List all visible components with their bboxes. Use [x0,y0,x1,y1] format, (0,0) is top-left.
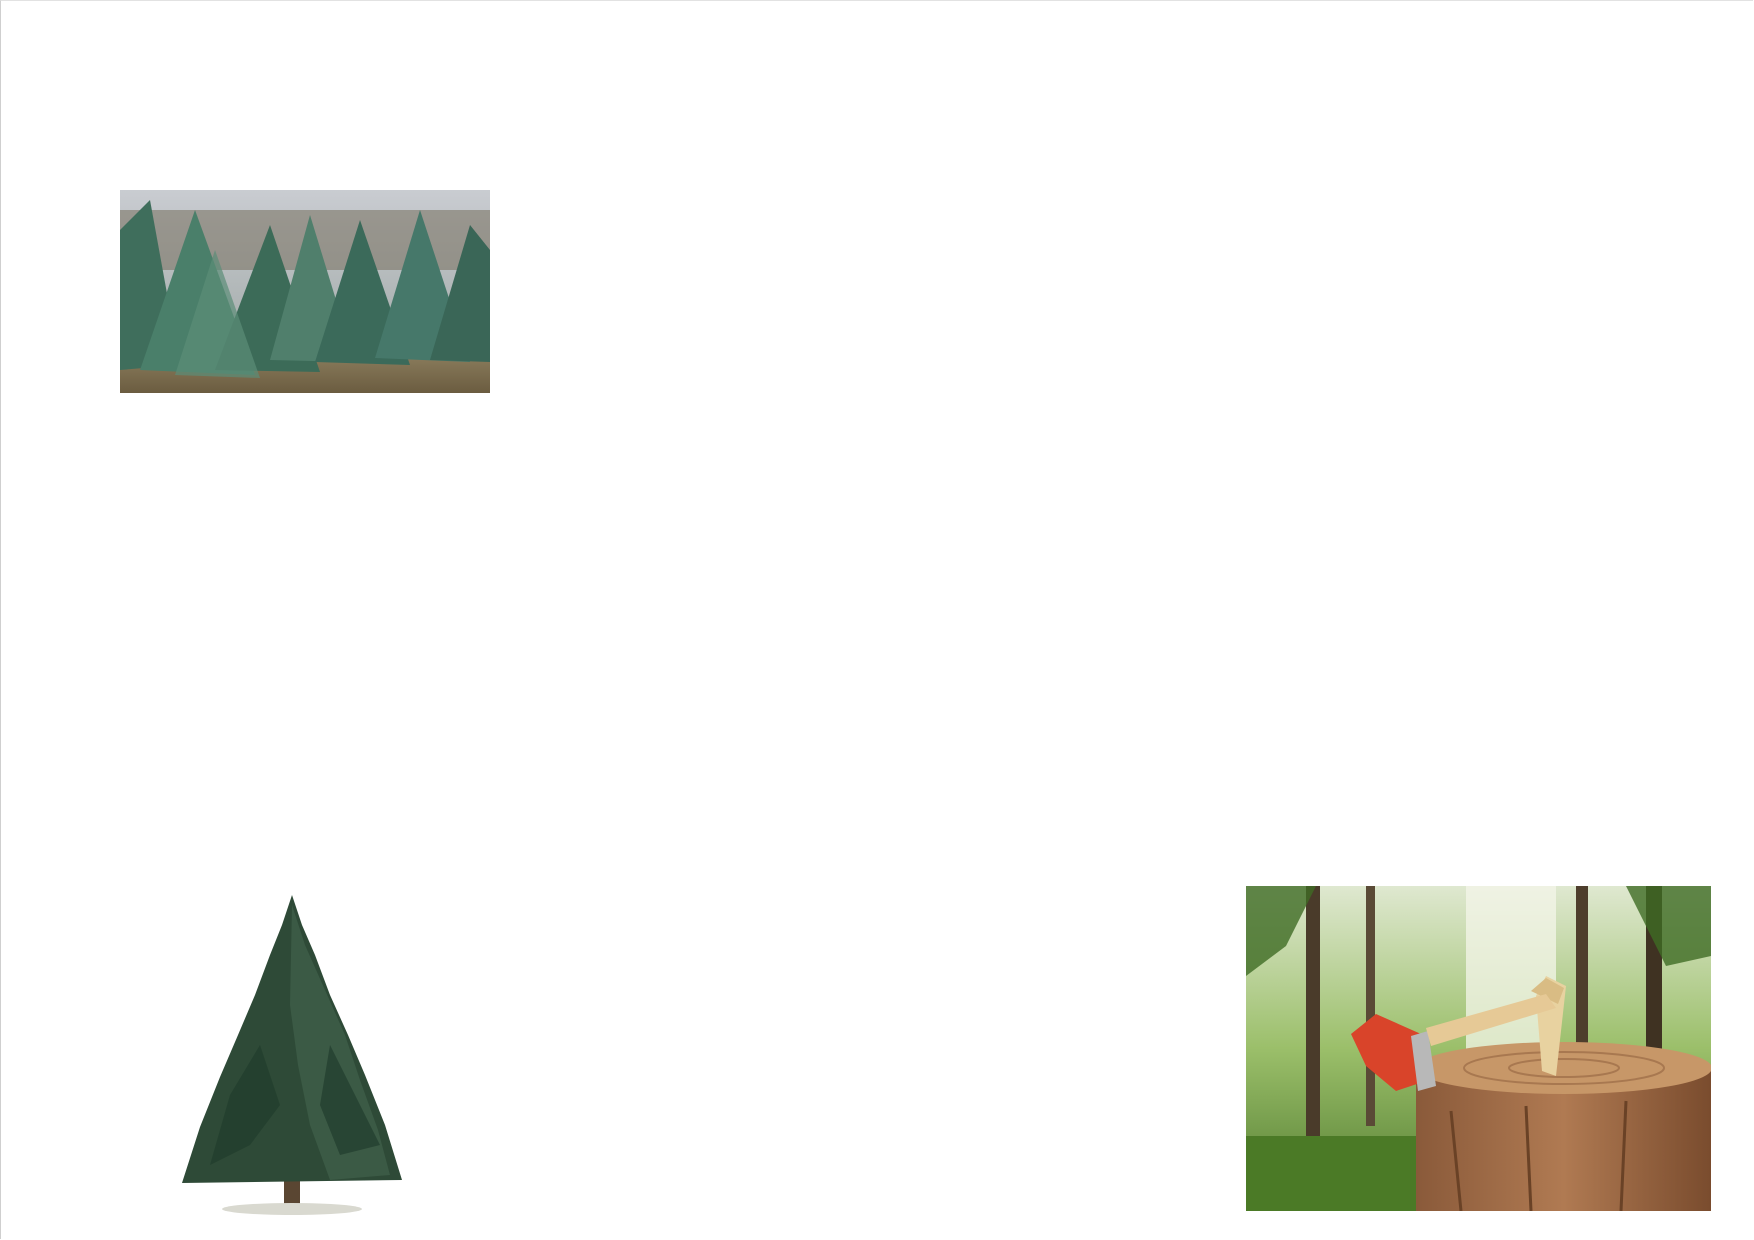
poem-tree-frame [660,496,1100,1206]
top-tree-border [60,74,1690,136]
axe-in-stump-photo [1246,886,1711,1211]
tradition-text [1246,190,1716,224]
spruce-grove-photo [120,190,490,393]
single-spruce-photo [180,895,405,1215]
